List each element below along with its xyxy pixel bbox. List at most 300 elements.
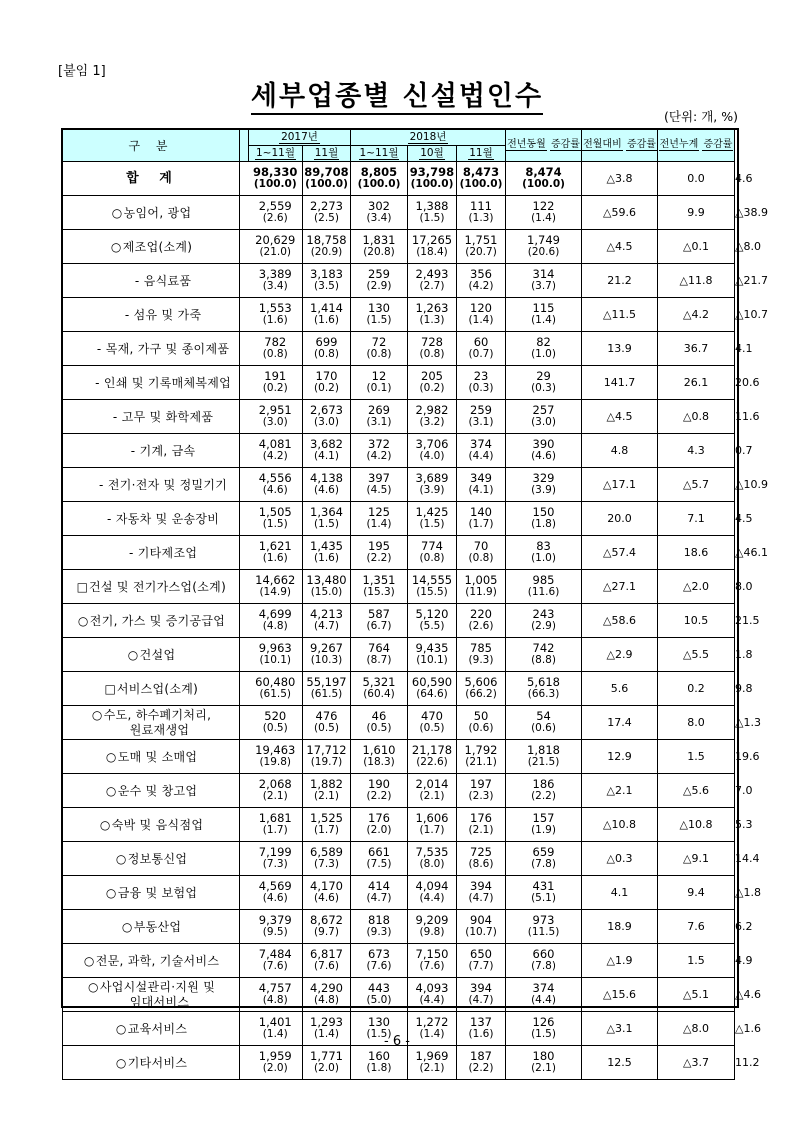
row-count: 1,553 bbox=[258, 300, 292, 315]
row-share: (1.5) bbox=[262, 518, 288, 531]
header-spacer bbox=[240, 130, 249, 162]
row-share: (1.5) bbox=[419, 518, 445, 531]
row-value-cell bbox=[351, 944, 408, 978]
row-share: (8.0) bbox=[419, 858, 445, 871]
row-count: 4,757 bbox=[258, 980, 292, 995]
row-value-cell bbox=[249, 1046, 303, 1080]
row-count: 1,525 bbox=[310, 810, 343, 825]
row-count: 8,805 bbox=[360, 164, 398, 179]
row-spacer bbox=[240, 978, 249, 1012]
row-share: (1.3) bbox=[468, 212, 494, 225]
row-label-text: 도매 및 소매업 bbox=[117, 749, 198, 764]
row-rate-cell: △57.4 bbox=[582, 536, 658, 570]
table-row: □건설 및 전기가스업(소계) 14,662 (14.9) 13,480 (15.0) 1,351 (15.3) 14,555 (15.5) 1,005 (11.9) 985 (11.6) △27.1 △2.0 8.0 bbox=[63, 570, 735, 604]
row-count: 8,474 bbox=[525, 164, 562, 179]
header-rate-mom-line1: 전월대비 bbox=[583, 139, 622, 150]
row-value-cell bbox=[506, 706, 582, 740]
row-label-text: 기타서비스 bbox=[127, 1055, 188, 1070]
row-share: (4.7) bbox=[366, 892, 392, 905]
row-value-cell bbox=[303, 570, 351, 604]
row-count: 23 bbox=[473, 368, 489, 383]
row-spacer bbox=[240, 876, 249, 910]
row-value-cell bbox=[303, 672, 351, 706]
row-rate-cell: △10.8 bbox=[658, 808, 735, 842]
row-share: (4.6) bbox=[262, 484, 288, 497]
row-label bbox=[63, 740, 240, 774]
row-rate-cell: 0.0 bbox=[658, 162, 735, 196]
row-count: 2,559 bbox=[258, 198, 292, 213]
row-count: 661 bbox=[368, 844, 390, 859]
header-category: 구 분 bbox=[63, 130, 240, 162]
row-marker-icon: - bbox=[112, 409, 118, 424]
table-row: ○금융 및 보험업 4,569 (4.6) 4,170 (4.6) 414 (4.7) 4,094 (4.4) 394 (4.7) 431 (5.1) 4.1 9.4 △1.8 bbox=[63, 876, 735, 910]
row-rate-cell: 10.5 bbox=[658, 604, 735, 638]
row-count: 8,672 bbox=[310, 912, 343, 927]
row-label bbox=[63, 400, 240, 434]
row-count: 764 bbox=[368, 640, 390, 655]
row-count: 1,606 bbox=[415, 810, 449, 825]
row-share: (1.6) bbox=[262, 552, 288, 565]
row-value-cell bbox=[506, 298, 582, 332]
row-share: (0.5) bbox=[366, 722, 392, 735]
row-value-cell bbox=[351, 774, 408, 808]
row-rate-cell: 8.0 bbox=[658, 706, 735, 740]
row-value-cell bbox=[408, 876, 457, 910]
row-share: (3.7) bbox=[531, 280, 556, 293]
table-row: - 자동차 및 운송장비 1,505 (1.5) 1,364 (1.5) 125 (1.4) 1,425 (1.5) 140 (1.7) 150 (1.8) 20.0 7.1 4.5 bbox=[63, 502, 735, 536]
row-value-cell bbox=[303, 230, 351, 264]
row-value-cell bbox=[506, 332, 582, 366]
statistics-table bbox=[62, 129, 768, 1080]
row-count: 1,388 bbox=[415, 198, 449, 213]
row-share: (7.3) bbox=[262, 858, 288, 871]
row-share: (2.9) bbox=[531, 620, 556, 633]
row-label bbox=[63, 978, 240, 1012]
row-share: (0.7) bbox=[468, 348, 494, 361]
row-count: 3,689 bbox=[415, 470, 449, 485]
row-count: 818 bbox=[368, 912, 390, 927]
row-count: 1,959 bbox=[258, 1048, 292, 1063]
row-count: 4,213 bbox=[310, 606, 343, 621]
row-share: (10.7) bbox=[465, 926, 497, 939]
row-share: (20.7) bbox=[465, 246, 497, 259]
row-count: 8,473 bbox=[462, 164, 500, 179]
row-label-text: 건설 및 전기가스업(소계) bbox=[88, 579, 227, 594]
row-count: 699 bbox=[315, 334, 338, 349]
row-share: (1.4) bbox=[314, 1028, 339, 1041]
row-value-cell bbox=[506, 842, 582, 876]
row-label bbox=[63, 706, 240, 740]
row-share: (7.7) bbox=[468, 960, 494, 973]
row-value-cell bbox=[249, 740, 303, 774]
row-value-cell bbox=[249, 196, 303, 230]
row-count: 1,351 bbox=[362, 572, 396, 587]
row-count: 55,197 bbox=[306, 674, 347, 689]
row-spacer bbox=[240, 944, 249, 978]
row-count: 7,535 bbox=[415, 844, 449, 859]
row-share: (9.5) bbox=[262, 926, 288, 939]
row-rate-cell: △3.1 bbox=[582, 1012, 658, 1046]
header-rate-yoy-month-line2: 증감률 bbox=[550, 139, 580, 150]
row-count: 587 bbox=[368, 606, 390, 621]
row-value-cell bbox=[506, 740, 582, 774]
row-rate-cell: 12.5 bbox=[582, 1046, 658, 1080]
row-count: 54 bbox=[536, 708, 551, 723]
row-rate-cell: 141.7 bbox=[582, 366, 658, 400]
row-share: (8.8) bbox=[531, 654, 556, 667]
row-share: (3.0) bbox=[531, 416, 556, 429]
row-label bbox=[63, 366, 240, 400]
row-count: 659 bbox=[532, 844, 555, 859]
row-label bbox=[63, 502, 240, 536]
row-value-cell bbox=[303, 536, 351, 570]
row-value-cell bbox=[249, 536, 303, 570]
row-rate-cell: △1.9 bbox=[582, 944, 658, 978]
row-count: 70 bbox=[473, 538, 489, 553]
row-spacer bbox=[240, 842, 249, 876]
row-rate-cell: △0.1 bbox=[658, 230, 735, 264]
table-row: - 음식료품 3,389 (3.4) 3,183 (3.5) 259 (2.9) 2,493 (2.7) 356 (4.2) 314 (3.7) 21.2 △11.8 △21.7 bbox=[63, 264, 735, 298]
row-share: (1.4) bbox=[419, 1028, 445, 1041]
row-value-cell bbox=[457, 298, 506, 332]
row-value-cell bbox=[408, 740, 457, 774]
row-spacer bbox=[240, 298, 249, 332]
row-count: 4,556 bbox=[258, 470, 292, 485]
row-value-cell bbox=[249, 264, 303, 298]
table-row: ○수도, 하수폐기처리, 원료재생업 520 (0.5) 476 (0.5) 46 (0.5) 470 (0.5) 50 (0.6) 54 (0.6) 17.4 8.0 △1.3 bbox=[63, 706, 735, 740]
row-share: (3.9) bbox=[419, 484, 445, 497]
row-share: (1.6) bbox=[468, 1028, 494, 1041]
row-count: 1,882 bbox=[310, 776, 343, 791]
header-2018-october bbox=[408, 146, 457, 162]
row-count: 4,170 bbox=[310, 878, 343, 893]
row-value-cell bbox=[408, 162, 457, 196]
row-value-cell bbox=[351, 910, 408, 944]
row-share: (1.9) bbox=[531, 824, 556, 837]
row-value-cell bbox=[457, 570, 506, 604]
row-share: (2.0) bbox=[262, 1062, 288, 1075]
row-rate-cell: 9.4 bbox=[658, 876, 735, 910]
row-share: (1.4) bbox=[531, 314, 556, 327]
row-count: 3,183 bbox=[310, 266, 343, 281]
row-count: 9,379 bbox=[258, 912, 292, 927]
row-count: 20,629 bbox=[255, 232, 296, 247]
row-value-cell bbox=[457, 672, 506, 706]
row-value-cell bbox=[506, 196, 582, 230]
row-share: (4.4) bbox=[419, 892, 445, 905]
row-share: (1.5) bbox=[531, 1028, 556, 1041]
row-count: 1,818 bbox=[527, 742, 560, 757]
row-count: 83 bbox=[536, 538, 551, 553]
row-count: 120 bbox=[470, 300, 492, 315]
row-share: (4.1) bbox=[314, 450, 339, 463]
row-count: 130 bbox=[368, 1014, 390, 1029]
row-share: (1.4) bbox=[366, 518, 392, 531]
row-label bbox=[63, 162, 240, 196]
row-count: 2,493 bbox=[415, 266, 449, 281]
row-count: 220 bbox=[470, 606, 492, 621]
row-share: (21.1) bbox=[465, 756, 497, 769]
row-value-cell bbox=[457, 978, 506, 1012]
row-value-cell bbox=[249, 604, 303, 638]
row-rate-cell: 9.9 bbox=[658, 196, 735, 230]
row-share: (4.7) bbox=[314, 620, 339, 633]
row-label-text: 운수 및 창고업 bbox=[117, 783, 198, 798]
row-share: (0.8) bbox=[419, 552, 445, 565]
row-value-cell bbox=[506, 876, 582, 910]
row-count: 476 bbox=[315, 708, 338, 723]
row-value-cell bbox=[408, 502, 457, 536]
header-2018-cum-text: 1~11월 bbox=[359, 147, 399, 160]
row-marker-icon: - bbox=[128, 545, 134, 560]
row-share: (0.8) bbox=[314, 348, 339, 361]
row-label bbox=[63, 434, 240, 468]
row-share: (4.6) bbox=[314, 484, 339, 497]
table-row: - 전기·전자 및 정밀기기 4,556 (4.6) 4,138 (4.6) 397 (4.5) 3,689 (3.9) 349 (4.1) 329 (3.9) △17.1 △5.7 △10.9 bbox=[63, 468, 735, 502]
row-value-cell bbox=[457, 638, 506, 672]
row-value-cell bbox=[506, 434, 582, 468]
row-count: 329 bbox=[532, 470, 555, 485]
row-rate-cell: △8.0 bbox=[658, 1012, 735, 1046]
row-count: 4,094 bbox=[415, 878, 449, 893]
row-count: 7,484 bbox=[258, 946, 292, 961]
row-share: (61.5) bbox=[259, 688, 292, 701]
row-rate-cell: △27.1 bbox=[582, 570, 658, 604]
row-share: (7.3) bbox=[314, 858, 339, 871]
row-count: 3,706 bbox=[415, 436, 449, 451]
row-marker-icon: ○ bbox=[77, 613, 89, 628]
row-share: (10.3) bbox=[310, 654, 343, 667]
table-row: - 고무 및 화학제품 2,951 (3.0) 2,673 (3.0) 269 (3.1) 2,982 (3.2) 259 (3.1) 257 (3.0) △4.5 △0.8 11.6 bbox=[63, 400, 735, 434]
row-value-cell bbox=[303, 842, 351, 876]
row-value-cell bbox=[408, 978, 457, 1012]
row-share: (6.7) bbox=[366, 620, 392, 633]
row-share: (20.9) bbox=[310, 246, 343, 259]
row-value-cell bbox=[303, 468, 351, 502]
row-marker-icon: ○ bbox=[105, 783, 117, 798]
row-count: 98,330 bbox=[253, 164, 298, 179]
row-value-cell bbox=[351, 298, 408, 332]
row-count: 187 bbox=[470, 1048, 492, 1063]
row-share: (2.1) bbox=[531, 1062, 556, 1075]
row-label-text: 전기·전자 및 정밀기기 bbox=[107, 477, 228, 492]
row-value-cell bbox=[249, 774, 303, 808]
table-row: ○사업시설관리·지원 및 임대서비스 4,757 (4.8) 4,290 (4.8) 443 (5.0) 4,093 (4.4) 394 (4.7) 374 (4.4) △15.6 △5.1 △4.6 bbox=[63, 978, 735, 1012]
table-row: ○정보통신업 7,199 (7.3) 6,589 (7.3) 661 (7.5) 7,535 (8.0) 725 (8.6) 659 (7.8) △0.3 △9.1 14.4 bbox=[63, 842, 735, 876]
row-value-cell bbox=[351, 876, 408, 910]
row-count: 176 bbox=[470, 810, 492, 825]
row-label bbox=[63, 876, 240, 910]
row-marker-icon: ○ bbox=[83, 953, 95, 968]
row-value-cell bbox=[506, 502, 582, 536]
row-count: 176 bbox=[368, 810, 390, 825]
row-value-cell bbox=[457, 604, 506, 638]
row-value-cell bbox=[506, 808, 582, 842]
row-value-cell bbox=[351, 672, 408, 706]
row-value-cell bbox=[249, 230, 303, 264]
row-count: 205 bbox=[421, 368, 443, 383]
row-count: 29 bbox=[536, 368, 551, 383]
header-2017-cumulative bbox=[249, 146, 303, 162]
row-count: 122 bbox=[532, 198, 555, 213]
row-count: 9,267 bbox=[310, 640, 343, 655]
row-label-text: 숙박 및 음식점업 bbox=[111, 817, 204, 832]
table-row: ○제조업(소계) 20,629 (21.0) 18,758 (20.9) 1,831 (20.8) 17,265 (18.4) 1,751 (20.7) 1,749 (20.6) △4.5 △0.1 △8.0 bbox=[63, 230, 735, 264]
row-share: (0.1) bbox=[366, 382, 392, 395]
row-share: (2.9) bbox=[366, 280, 392, 293]
row-spacer bbox=[240, 604, 249, 638]
row-marker-icon: ○ bbox=[105, 885, 117, 900]
row-rate-cell: △2.9 bbox=[582, 638, 658, 672]
row-rate-cell: 4.8 bbox=[582, 434, 658, 468]
row-count: 1,751 bbox=[464, 232, 498, 247]
row-marker-icon: ○ bbox=[127, 647, 139, 662]
row-share: (100.0) bbox=[410, 178, 454, 191]
row-share: (9.7) bbox=[314, 926, 339, 939]
table-row: - 섬유 및 가죽 1,553 (1.6) 1,414 (1.6) 130 (1.5) 1,263 (1.3) 120 (1.4) 115 (1.4) △11.5 △4.2 △10.7 bbox=[63, 298, 735, 332]
row-share: (4.2) bbox=[468, 280, 494, 293]
row-share: (3.4) bbox=[262, 280, 288, 293]
row-label-text: 서비스업(소계) bbox=[116, 681, 199, 696]
row-share: (0.8) bbox=[366, 348, 392, 361]
row-value-cell bbox=[351, 332, 408, 366]
row-share: (3.5) bbox=[314, 280, 339, 293]
row-share: (14.9) bbox=[259, 586, 292, 599]
row-count: 2,014 bbox=[415, 776, 449, 791]
row-label-text: 섬유 및 가죽 bbox=[133, 307, 202, 322]
row-marker-icon: ○ bbox=[111, 205, 123, 220]
table-row: ○기타서비스 1,959 (2.0) 1,771 (2.0) 160 (1.8) 1,969 (2.1) 187 (2.2) 180 (2.1) 12.5 △3.7 11.2 bbox=[63, 1046, 735, 1080]
row-rate-cell: 12.9 bbox=[582, 740, 658, 774]
row-value-cell bbox=[457, 876, 506, 910]
row-share: (2.3) bbox=[468, 790, 494, 803]
row-share: (20.6) bbox=[527, 246, 560, 259]
row-value-cell bbox=[457, 332, 506, 366]
row-count: 4,699 bbox=[258, 606, 292, 621]
table-body bbox=[63, 162, 768, 1080]
row-count: 2,068 bbox=[258, 776, 292, 791]
row-value-cell bbox=[249, 706, 303, 740]
row-count: 1,621 bbox=[258, 538, 292, 553]
row-share: (4.2) bbox=[262, 450, 288, 463]
row-value-cell bbox=[408, 774, 457, 808]
row-label-text: 농임어, 광업 bbox=[123, 205, 192, 220]
row-rate-cell: △2.0 bbox=[658, 570, 735, 604]
row-rate-cell: 36.7 bbox=[658, 332, 735, 366]
row-rate-cell: 5.6 bbox=[582, 672, 658, 706]
row-share: (5.5) bbox=[419, 620, 445, 633]
row-share: (7.6) bbox=[366, 960, 392, 973]
row-count: 725 bbox=[470, 844, 492, 859]
row-count: 93,798 bbox=[409, 164, 455, 179]
header-2018-cumulative bbox=[351, 146, 408, 162]
row-label bbox=[63, 536, 240, 570]
row-label-text: 목재, 가구 및 종이제품 bbox=[105, 341, 230, 356]
row-count: 170 bbox=[315, 368, 338, 383]
row-label-text: 합 계 bbox=[126, 171, 180, 186]
row-label bbox=[63, 570, 240, 604]
row-count: 673 bbox=[368, 946, 390, 961]
row-value-cell bbox=[506, 366, 582, 400]
row-value-cell bbox=[408, 944, 457, 978]
row-spacer bbox=[240, 774, 249, 808]
row-value-cell bbox=[303, 332, 351, 366]
row-share: (2.0) bbox=[314, 1062, 339, 1075]
row-spacer bbox=[240, 638, 249, 672]
row-label-text: 사업시설관리·지원 및 bbox=[99, 979, 216, 994]
row-value-cell bbox=[249, 638, 303, 672]
row-share: (2.2) bbox=[531, 790, 556, 803]
row-spacer bbox=[240, 740, 249, 774]
row-spacer bbox=[240, 672, 249, 706]
row-share: (2.2) bbox=[366, 552, 392, 565]
row-label-text: 기타제조업 bbox=[137, 545, 198, 560]
row-label bbox=[63, 298, 240, 332]
table-row: ○교육서비스 1,401 (1.4) 1,293 (1.4) 130 (1.5) 1,272 (1.4) 137 (1.6) 126 (1.5) △3.1 △8.0 △1.6 bbox=[63, 1012, 735, 1046]
row-value-cell bbox=[303, 400, 351, 434]
table-row: - 목재, 가구 및 종이제품 782 (0.8) 699 (0.8) 72 (0.8) 728 (0.8) 60 (0.7) 82 (1.0) 13.9 36.7 4.1 bbox=[63, 332, 735, 366]
header-2017-november bbox=[303, 146, 351, 162]
row-rate-cell: △58.6 bbox=[582, 604, 658, 638]
row-value-cell bbox=[249, 672, 303, 706]
row-value-cell bbox=[303, 978, 351, 1012]
row-rate-cell: △0.3 bbox=[582, 842, 658, 876]
row-count: 243 bbox=[532, 606, 555, 621]
row-share: (22.6) bbox=[416, 756, 448, 769]
row-rate-cell: △11.5 bbox=[582, 298, 658, 332]
row-count: 13,480 bbox=[306, 572, 347, 587]
row-share: (100.0) bbox=[357, 178, 401, 191]
row-value-cell bbox=[457, 910, 506, 944]
row-value-cell bbox=[408, 298, 457, 332]
row-value-cell bbox=[249, 808, 303, 842]
row-value-cell bbox=[351, 536, 408, 570]
row-count: 60,480 bbox=[255, 674, 296, 689]
row-rate-cell: △3.7 bbox=[658, 1046, 735, 1080]
header-rate-yoy-cum-line1: 전년누계 bbox=[659, 139, 699, 150]
row-value-cell bbox=[351, 570, 408, 604]
row-rate-cell: 1.5 bbox=[658, 944, 735, 978]
row-value-cell bbox=[351, 366, 408, 400]
page-number: - 6 - bbox=[384, 1034, 410, 1049]
row-share: (0.5) bbox=[419, 722, 445, 735]
row-spacer bbox=[240, 264, 249, 298]
row-spacer bbox=[240, 366, 249, 400]
row-rate-cell: △5.5 bbox=[658, 638, 735, 672]
row-value-cell bbox=[457, 1046, 506, 1080]
row-rate-cell: 4.1 bbox=[582, 876, 658, 910]
row-value-cell bbox=[506, 978, 582, 1012]
row-marker-icon: ○ bbox=[115, 1021, 127, 1036]
row-label-text: 자동차 및 운송장비 bbox=[115, 511, 220, 526]
row-share: (18.3) bbox=[363, 756, 395, 769]
table-row: □서비스업(소계) 60,480 (61.5) 55,197 (61.5) 5,321 (60.4) 60,590 (64.6) 5,606 (66.2) 5,618 (66.3) 5.6 0.2 9.8 bbox=[63, 672, 735, 706]
header-row-1 bbox=[63, 130, 735, 146]
row-rate-cell: 7.1 bbox=[658, 502, 735, 536]
table-header bbox=[63, 130, 735, 162]
row-share: (2.2) bbox=[366, 790, 392, 803]
row-value-cell bbox=[457, 434, 506, 468]
row-count: 197 bbox=[470, 776, 492, 791]
row-share: (15.0) bbox=[310, 586, 343, 599]
row-marker-icon: - bbox=[124, 307, 130, 322]
row-value-cell bbox=[249, 502, 303, 536]
row-count: 774 bbox=[421, 538, 443, 553]
row-count: 470 bbox=[421, 708, 443, 723]
row-share: (21.0) bbox=[259, 246, 292, 259]
row-value-cell bbox=[457, 400, 506, 434]
row-spacer bbox=[240, 332, 249, 366]
